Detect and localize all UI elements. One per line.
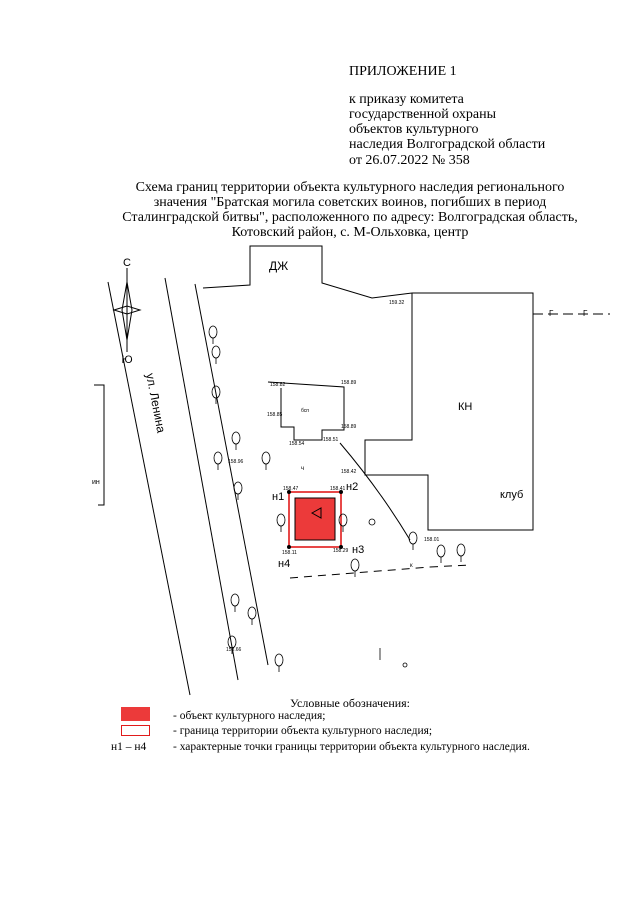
tree-icon [214,452,222,464]
tree-icon [209,326,217,338]
svg-text:158.89: 158.89 [341,380,357,386]
heritage-object [295,498,335,540]
point-n1: н1 [272,491,285,503]
compass-south-label: Ю [121,354,133,366]
svg-text:158.47: 158.47 [283,486,299,492]
svg-text:158.82: 158.82 [270,382,286,388]
svg-text:158.89: 158.89 [341,424,357,430]
left-building [94,385,104,505]
compass-north-label: С [123,257,131,269]
club-label: клуб [500,489,524,501]
order-line-3: объектов культурного [349,122,479,137]
tree-icon [231,594,239,606]
tree-icon [409,532,417,544]
point-n3: н3 [352,544,365,556]
tree-icon [351,559,359,571]
trees [209,326,465,672]
order-line-2: государственной охраны [349,107,497,122]
compass-icon [114,257,140,366]
svg-text:158.85: 158.85 [267,412,283,418]
svg-text:159.32: 159.32 [389,300,405,306]
tree-icon [212,346,220,358]
point-n2: н2 [346,481,359,493]
dzh-building [203,246,412,298]
tree-icon [262,452,270,464]
bsn-label: бсп [301,408,310,414]
order-date: от 26.07.2022 № 358 [349,153,470,168]
tree-icon [437,545,445,557]
point-n4: н4 [278,558,291,570]
scheme-title-line-3: Сталинградской битвы", расположенного по адресу: Волгоградская область, [122,210,578,225]
tree-icon [457,544,465,556]
scheme-title-line-1: Схема границ территории объекта культурного наследия регионального [135,180,565,195]
svg-text:158.11: 158.11 [282,550,297,556]
order-line-1: к приказу комитета [349,92,464,107]
street-label: ул. Ленина [143,371,169,435]
legend-object-swatch [121,707,150,721]
tree-icon [275,654,283,666]
legend-boundary-swatch [121,725,150,736]
scheme-title-line-4: Котовский район, с. М-Ольховка, центр [231,225,469,240]
svg-text:158.29: 158.29 [333,548,349,554]
fence-g-label-2: Г [583,309,588,318]
shop-fragment-label: ин [92,479,100,486]
dzh-building-label: ДЖ [269,259,289,273]
elevation-marks [226,300,440,653]
fence-g-label-1: Г [549,309,554,318]
kn-building-label: КН [458,401,473,413]
ch-label-1: ч [301,466,305,472]
k-label: к [410,563,413,569]
svg-text:158.51: 158.51 [323,437,339,443]
tree-icon [232,432,240,444]
appendix-title: ПРИЛОЖЕНИЕ 1 [349,64,457,79]
misc-marks [369,519,407,667]
legend-points-symbol: н1 – н4 [111,741,147,753]
legend-heading: Условные обозначения: [290,696,411,710]
svg-text:158.66: 158.66 [226,647,242,653]
legend-item-boundary: - граница территории объекта культурного наследия; [173,725,433,737]
legend-item-points: - характерные точки границы территории объекта культурного наследия. [173,741,530,753]
scheme-title-line-2: значения "Братская могила советских воинов, погибших в период [153,195,547,210]
tree-icon [234,482,242,494]
svg-text:158.01: 158.01 [424,537,440,543]
order-line-4: наследия Волгоградской области [349,137,546,152]
svg-text:158.41: 158.41 [330,486,346,492]
legend-item-object: - объект культурного наследия; [173,710,326,722]
svg-text:158.54: 158.54 [289,441,305,447]
tree-icon [248,607,256,619]
street-edges [108,278,268,695]
svg-text:158.42: 158.42 [341,469,357,475]
tree-icon [277,514,285,526]
svg-text:158.96: 158.96 [228,459,244,465]
